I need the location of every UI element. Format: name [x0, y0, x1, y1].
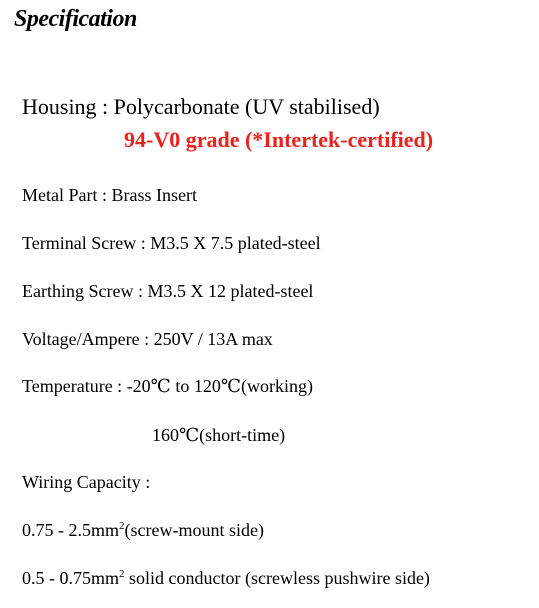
temperature-working-spec: Temperature : -20℃ to 120℃(working) — [22, 376, 313, 396]
screwless-superscript: 2 — [119, 568, 125, 580]
screw-mount-note: (screw-mount side) — [124, 520, 264, 540]
screw-mount-superscript: 2 — [119, 520, 125, 532]
earthing-screw-spec: Earthing Screw : M3.5 X 12 plated-steel — [22, 281, 314, 301]
screwless-size: 0.5 - 0.75mm — [22, 568, 119, 588]
screwless-note: solid conductor (screwless pushwire side) — [124, 568, 430, 588]
temperature-short-time-spec: 160℃(short-time) — [152, 425, 286, 445]
wiring-screwless-spec — [22, 568, 430, 589]
wiring-screw-mount-spec — [22, 520, 264, 541]
terminal-screw-spec: Terminal Screw : M3.5 X 7.5 plated-steel — [22, 233, 321, 253]
voltage-ampere-spec: Voltage/Ampere : 250V / 13A max — [22, 329, 273, 349]
housing-grade: 94-V0 grade (*Intertek-certified) — [124, 127, 434, 152]
page-title: Specification — [14, 6, 137, 32]
metal-part-spec: Metal Part : Brass Insert — [22, 185, 197, 205]
wiring-capacity-label: Wiring Capacity : — [22, 472, 151, 492]
housing-spec: Housing : Polycarbonate (UV stabilised) — [22, 94, 380, 119]
screw-mount-size: 0.75 - 2.5mm — [22, 520, 119, 540]
